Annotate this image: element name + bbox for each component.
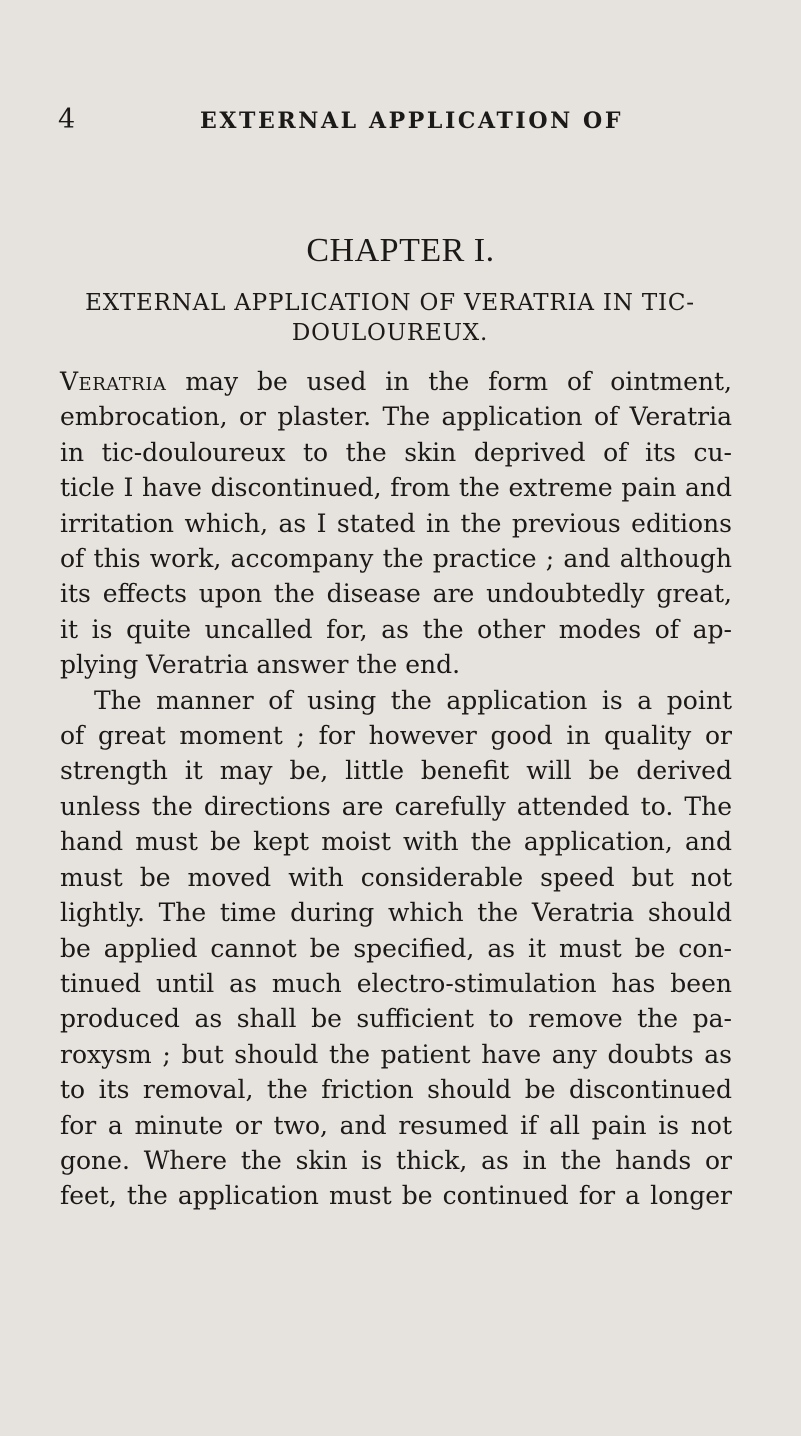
section-title-line: EXTERNAL APPLICATION OF VERATRIA IN TIC- xyxy=(85,290,695,316)
text-line: The manner of using the application is a point xyxy=(94,685,732,715)
section-title xyxy=(60,288,720,348)
text-line: of great moment ; for however good in quality or xyxy=(60,721,732,751)
text-line: ticle I have discontinued, from the extreme pain and xyxy=(60,473,732,503)
text-line: it is quite uncalled for, as the other modes of ap- xyxy=(60,614,732,644)
text-line: for a minute or two, and resumed if all pain is not xyxy=(60,1110,732,1140)
text-line: produced as shall be sufficient to remove the pa- xyxy=(60,1004,732,1034)
text-line: must be moved with considerable speed but not xyxy=(60,862,732,892)
text-line: to its removal, the friction should be discontinued xyxy=(60,1075,732,1105)
text-line: strength it may be, little benefit will be derived xyxy=(60,756,732,786)
text-line: unless the directions are carefully attended to. The xyxy=(60,791,732,821)
text-line: its effects upon the disease are undoubtedly great, xyxy=(60,579,732,609)
text-line: plying Veratria answer the end. xyxy=(60,650,461,680)
text-line: tinued until as much electro-stimulation has been xyxy=(60,968,732,998)
lead-word: Veratria xyxy=(60,367,167,396)
text-line: lightly. The time during which the Veratria should xyxy=(60,898,732,928)
running-head xyxy=(0,104,801,140)
text-line-content: may be used in the form of ointment, xyxy=(166,367,732,396)
text-line: roxysm ; but should the patient have any doubts as xyxy=(60,1039,732,1069)
page-number: 4 xyxy=(58,104,77,135)
text-line xyxy=(60,364,732,399)
text-line: hand must be kept moist with the application, and xyxy=(60,827,732,857)
text-line: in tic-douloureux to the skin deprived of its cu- xyxy=(60,437,732,467)
chapter-title: CHAPTER I. xyxy=(306,232,495,269)
text-line: gone. Where the skin is thick, as in the hands or xyxy=(60,1145,732,1175)
text-line: of this work, accompany the practice ; and although xyxy=(60,544,732,574)
text-line: be applied cannot be specified, as it must be con- xyxy=(60,933,732,963)
text-line: feet, the application must be continued for a longer xyxy=(60,1181,732,1211)
section-title-line: DOULOUREUX. xyxy=(291,320,489,346)
text-line: embrocation, or plaster. The application of Veratria xyxy=(60,402,732,432)
body-text xyxy=(60,364,732,1214)
text-line: irritation which, as I stated in the previous editions xyxy=(60,508,732,538)
running-title: EXTERNAL APPLICATION OF xyxy=(200,108,624,134)
